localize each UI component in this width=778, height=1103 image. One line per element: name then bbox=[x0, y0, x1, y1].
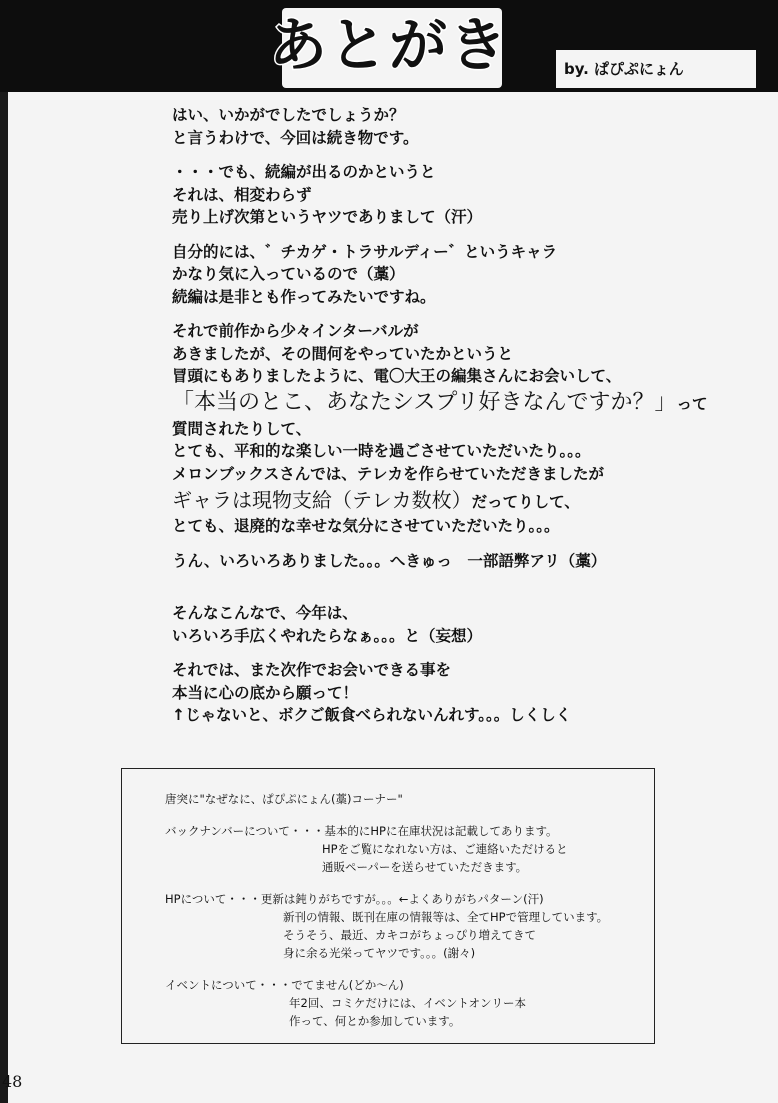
hp-line: 新刊の情報、既刊在庫の情報等は、全てHPで管理しています。 bbox=[283, 910, 609, 924]
quote-line bbox=[172, 388, 732, 418]
text-line: いろいろ手広くやれたらなぁ。。。と（妄想） bbox=[172, 626, 483, 645]
paragraph-character bbox=[172, 241, 732, 309]
spacer bbox=[165, 808, 645, 822]
text-line: ・・・でも、続編が出るのかというと bbox=[172, 163, 436, 181]
spacer bbox=[172, 584, 732, 602]
page-edge bbox=[0, 0, 8, 1103]
text-line: 続編は是非とも作ってみたいですね。 bbox=[172, 287, 436, 306]
hp-line: そうそう、最近、カキコがちょっぴり増えてきて bbox=[283, 928, 536, 942]
text-line: うん、いろいろありました。。。へきゅっ 一部語弊アリ（藁） bbox=[172, 551, 607, 570]
event-heading: イベントについて・・・でてません(どか～ん) bbox=[165, 978, 404, 992]
text-line: それで前作から少々インターバルが bbox=[172, 322, 419, 340]
faq-corner-text bbox=[165, 790, 645, 1030]
paragraph-various bbox=[172, 550, 732, 573]
text-line: とても、退廃的な幸せな気分にさせていただいたり。。。 bbox=[172, 517, 560, 535]
text-line: そんなこんなで、今年は、 bbox=[172, 604, 358, 622]
paragraph-sequel bbox=[172, 161, 732, 229]
afterword-text bbox=[172, 104, 732, 739]
text-line: それは、相変わらず bbox=[172, 185, 312, 204]
text-line: それでは、また次作でお会いできる事を bbox=[172, 661, 452, 679]
text-line: メロンブックスさんでは、テレカを作らせていただきましたが bbox=[172, 464, 604, 483]
text-line: はい、いかがでしたでしょうか？ bbox=[172, 106, 405, 124]
backnumber-line: 通販ペーパーを送らせていただきます。 bbox=[322, 860, 528, 874]
hp-heading: HPについて・・・更新は鈍りがちですが。。。←よくありがちパターン(汗) bbox=[165, 892, 544, 906]
gala-text: ギャラは現物支給（テレカ数枚） bbox=[172, 488, 472, 512]
paragraph-closing bbox=[172, 659, 732, 727]
text-line: と言うわけで、今回は続き物です。 bbox=[172, 128, 419, 147]
text-line: ↑じゃないと、ボクご飯食べられないんれす。。。しくしく bbox=[172, 706, 572, 724]
text-line: とても、平和的な楽しい一時を過ごさせていただいたり。。。 bbox=[172, 442, 591, 460]
text-line: 本当に心の底から願って！ bbox=[172, 683, 359, 702]
event-line: 年2回、コミケだけには、イベントオンリー本 bbox=[289, 996, 526, 1010]
page-number: 48 bbox=[2, 1072, 23, 1091]
text-line: 自分的には、゛チカゲ・トラサルディー゛というキャラ bbox=[172, 242, 558, 261]
text-line: あきましたが、その間何をやっていたかというと bbox=[172, 344, 514, 363]
backnumber-heading: バックナンバーについて・・・基本的にHPに在庫状況は記載してあります。 bbox=[165, 824, 558, 838]
spacer bbox=[165, 876, 645, 890]
quote-text: 「本当のとこ、あなたシスプリ好きなんですか？」 bbox=[172, 389, 677, 415]
paragraph-interval bbox=[172, 320, 732, 538]
paragraph-this-year bbox=[172, 602, 732, 647]
gala-line bbox=[172, 485, 732, 515]
text-line: 質問されたりして、 bbox=[172, 419, 312, 438]
text-line: かなり気に入っているので（藁） bbox=[172, 265, 405, 283]
hp-line: 身に余る光栄ってヤツです。。。(謝々) bbox=[283, 946, 476, 960]
spacer bbox=[165, 962, 645, 976]
text-line: 冒頭にもありましたように、電〇大王の編集さんにお会いして、 bbox=[172, 367, 622, 385]
backnumber-line: HPをご覧になれない方は、ご連絡いただけると bbox=[322, 842, 568, 856]
corner-title: 唐突に"なぜなに、ぱぴぷにょん(藁)コーナー" bbox=[165, 792, 403, 806]
page-title: あとがき bbox=[268, 11, 509, 79]
text-line: 売り上げ次第というヤツでありまして（汗） bbox=[172, 208, 483, 226]
event-line: 作って、何とか参加しています。 bbox=[289, 1014, 461, 1028]
quote-tail: って bbox=[676, 394, 708, 413]
paragraph-greeting bbox=[172, 104, 732, 149]
author-byline: by. ぱぴぷにょん bbox=[564, 60, 684, 78]
gala-tail: だってりして、 bbox=[471, 493, 580, 511]
